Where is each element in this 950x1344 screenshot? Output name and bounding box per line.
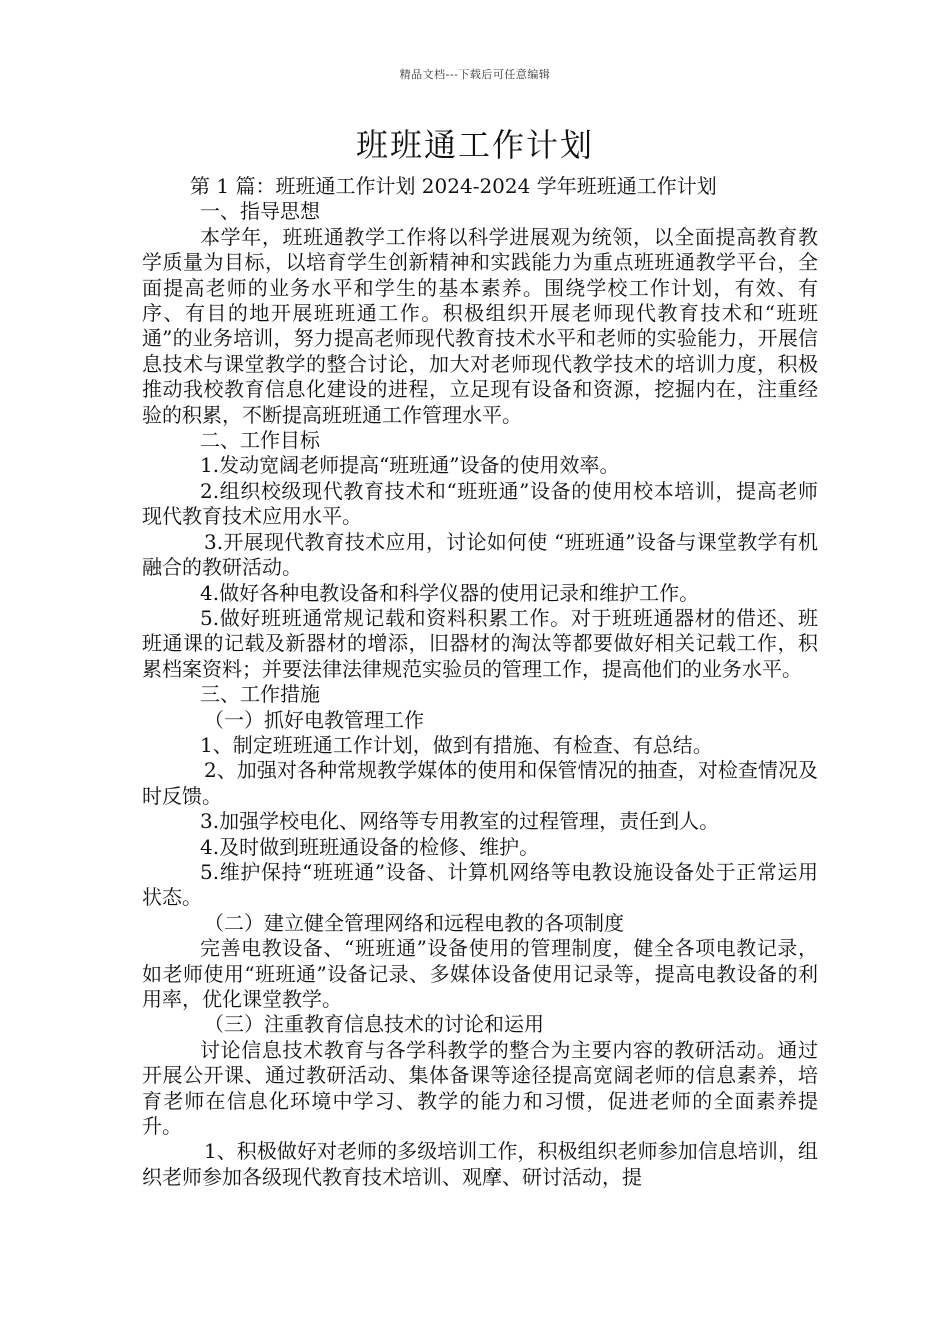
subsection-heading: （三）注重教育信息技术的讨论和运用	[204, 1012, 544, 1037]
section-heading-guide: 一、指导思想	[200, 199, 320, 224]
document-body	[142, 174, 818, 1190]
goal-item: 5.做好班班通常规记载和资料积累工作。对于班班通器材的借还、班班通课的记载及新器材的增添，旧器材的淘汰等都要做好相关记载工作，积累档案资料；并要法律法律规范实验员的管理工作，提高他们的业务水平。	[142, 605, 818, 681]
subsection-heading: （二）建立健全管理网络和远程电教的各项制度	[204, 910, 624, 935]
paragraph-guide: 本学年，班班通教学工作将以科学进展观为统领，以全面提高教育教学质量为目标，以培育学生创新精神和实践能力为重点班班通教学平台，全面提高老师的业务水平和学生的基本素养。围绕学校工作计划，有效、有序、有目的地开展班班通工作。积极组织开展老师现代教育技术和“班班通”的业务培训，努力提高老师现代教育技术水平和老师的实验能力，开展信息技术与课堂教学的整合讨论，加大对老师现代教学技术的培训力度，积极推动我校教育信息化建设的进程，立足现有设备和资源，挖掘内在，注重经验的积累，不断提高班班通工作管理水平。	[142, 224, 818, 427]
measure-item: 2、加强对各种常规教学媒体的使用和保管情况的抽查，对检查情况及时反馈。	[142, 758, 818, 808]
measure-item: 5.维护保持“班班通”设备、计算机网络等电教设施设备处于正常运用状态。	[142, 859, 818, 910]
measure-item: 1、积极做好对老师的多级培训工作，积极组织老师参加信息培训，组织老师参加各级现代教育技术培训、观摩、研讨活动，提	[142, 1139, 818, 1189]
document-subtitle: 第 1 篇：班班通工作计划 2024-2024 学年班班通工作计划	[190, 174, 717, 198]
goal-item: 2.组织校级现代教育技术和“班班通”设备的使用校本培训，提高老师现代教育技术应用水平。	[142, 478, 818, 529]
measure-item: 3.加强学校电化、网络等专用教室的过程管理，责任到人。	[200, 809, 720, 834]
section-heading-measures: 三、工作措施	[200, 682, 320, 707]
header-watermark: 精品文档---下载后可任意编辑	[399, 68, 551, 81]
paragraph-management: 完善电教设备、“班班通”设备使用的管理制度，健全各项电教记录，如老师使用“班班通”设备记录、多媒体设备使用记录等，提高电教设备的利用率，优化课堂教学。	[142, 936, 818, 1011]
goal-item: 1.发动宽阔老师提高“班班通”设备的使用效率。	[200, 453, 620, 478]
section-heading-goals: 二、工作目标	[200, 428, 320, 453]
goal-item: 3.开展现代教育技术应用，讨论如何使 “班班通”设备与课堂教学有机融合的教研活动。	[142, 529, 818, 580]
goal-item: 4.做好各种电教设备和科学仪器的使用记录和维护工作。	[200, 580, 700, 605]
measure-item: 4.及时做到班班通设备的检修、维护。	[200, 834, 540, 859]
paragraph-it-research: 讨论信息技术教育与各学科教学的整合为主要内容的教研活动。通过开展公开课、通过教研活动、集体备课等途径提高宽阔老师的信息素养，培育老师在信息化环境中学习、教学的能力和习惯，促进老师的全面素养提升。	[142, 1037, 818, 1139]
subsection-heading: （一）抓好电教管理工作	[204, 707, 424, 732]
document-title: 班班通工作计划	[355, 126, 594, 164]
measure-item: 1、制定班班通工作计划，做到有措施、有检查、有总结。	[200, 732, 713, 757]
